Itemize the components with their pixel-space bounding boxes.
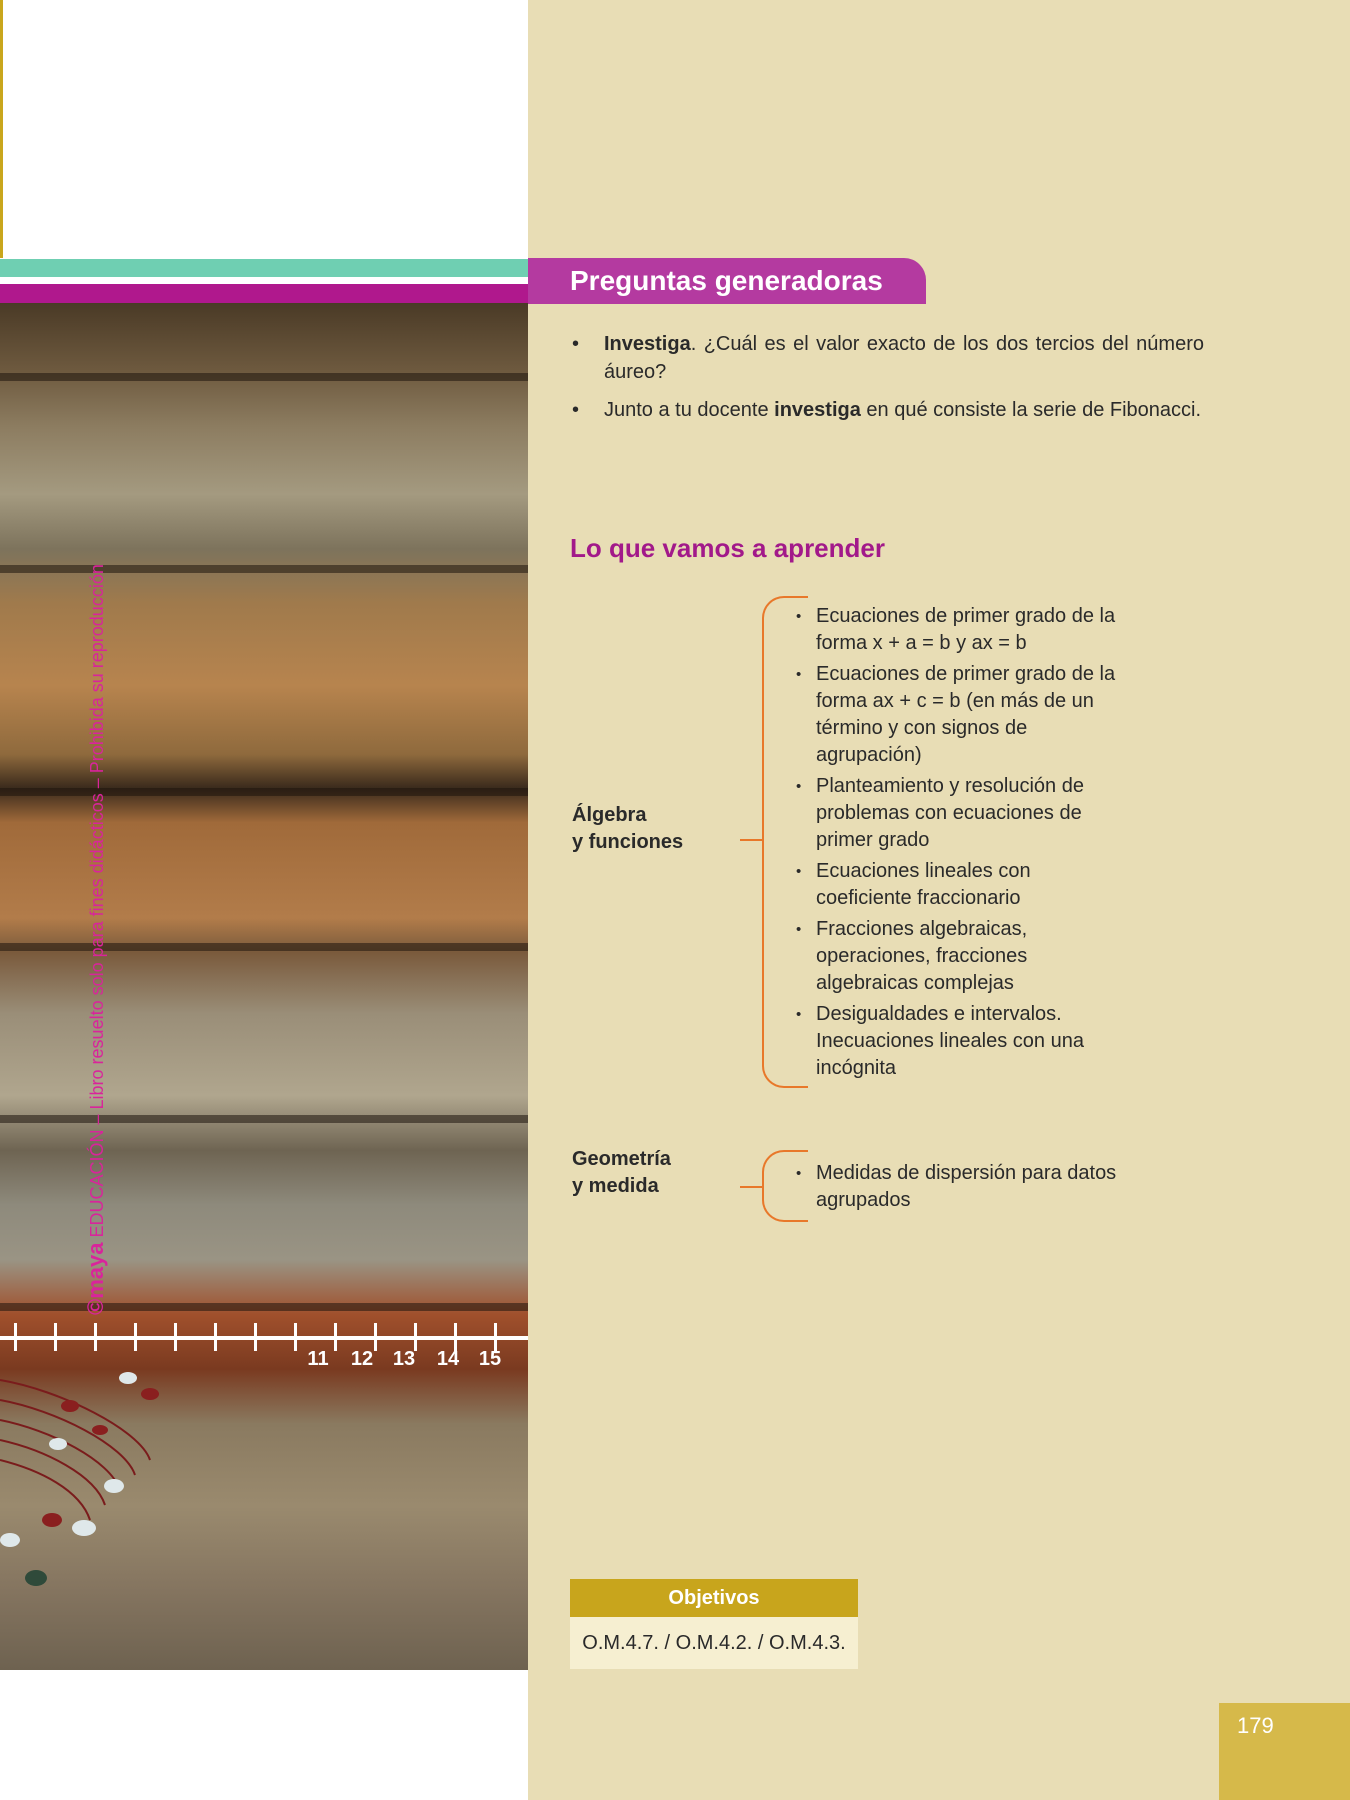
watermark-text: EDUCACIÓN – Libro resuelto solo para fines didácticos – Prohibida su reproducción bbox=[87, 564, 107, 1238]
ruler-tick bbox=[414, 1323, 417, 1351]
question-text: . ¿Cuál es el valor exacto de los dos tercios del número áureo? bbox=[604, 333, 1204, 383]
objetivos-title: Objetivos bbox=[570, 1579, 858, 1617]
ruler-tick bbox=[214, 1323, 217, 1351]
area-label-line: y funciones bbox=[572, 831, 684, 853]
area-label-line: y medida bbox=[572, 1175, 659, 1197]
topic-item: • Ecuaciones lineales con coeficiente fraccionario bbox=[796, 858, 1126, 912]
plank-seam bbox=[0, 1115, 528, 1123]
question-prefix: Junto a tu docente bbox=[604, 399, 775, 421]
ruler-tick bbox=[374, 1323, 377, 1351]
question-keyword: Investiga bbox=[604, 333, 691, 355]
brace-connector bbox=[740, 839, 764, 841]
aprender-title: Lo que vamos a aprender bbox=[570, 533, 885, 563]
topic-item: • Desigualdades e intervalos. Inecuaciones lineales con una incógnita bbox=[796, 1001, 1126, 1082]
preguntas-list bbox=[570, 330, 1204, 434]
ruler-tick bbox=[254, 1323, 257, 1351]
ruler-label: 14 bbox=[436, 1348, 460, 1370]
area-label-algebra bbox=[572, 802, 683, 856]
number-line bbox=[0, 1336, 528, 1340]
ruler-tick bbox=[94, 1323, 97, 1351]
geometria-topics bbox=[796, 1160, 1126, 1218]
ruler-tick bbox=[174, 1323, 177, 1351]
ruler-tick bbox=[54, 1323, 57, 1351]
music-notes-icon bbox=[0, 1370, 170, 1600]
ruler-tick bbox=[334, 1323, 337, 1351]
topic-item: • Planteamiento y resolución de problemas con ecuaciones de primer grado bbox=[796, 773, 1126, 854]
magenta-band bbox=[0, 284, 528, 303]
copyright-watermark bbox=[83, 564, 109, 1315]
preguntas-title: Preguntas generadoras bbox=[528, 258, 926, 304]
topic-item: • Ecuaciones de primer grado de la forma ax + c = b (en más de un término y con signos de agrupación) bbox=[796, 661, 1126, 769]
ruler-label: 12 bbox=[350, 1348, 374, 1370]
page-number: 179 bbox=[1219, 1703, 1350, 1800]
topic-item: • Fracciones algebraicas, operaciones, fracciones algebraicas complejas bbox=[796, 916, 1126, 997]
left-margin-rule bbox=[0, 0, 3, 258]
ruler-label: 13 bbox=[392, 1348, 416, 1370]
ruler-tick bbox=[134, 1323, 137, 1351]
teal-band bbox=[0, 259, 528, 277]
ruler-label: 15 bbox=[478, 1348, 502, 1370]
brace-connector bbox=[740, 1186, 764, 1188]
plank-seam bbox=[0, 1303, 528, 1311]
objetivos-codes: O.M.4.7. / O.M.4.2. / O.M.4.3. bbox=[570, 1617, 858, 1669]
ruler-tick bbox=[294, 1323, 297, 1351]
question-item bbox=[570, 330, 1204, 386]
watermark-brand: ©maya bbox=[83, 1242, 108, 1315]
plank-seam bbox=[0, 788, 528, 796]
algebra-topics bbox=[796, 603, 1126, 1086]
area-label-line: Geometría bbox=[572, 1148, 671, 1170]
plank-seam bbox=[0, 943, 528, 951]
question-keyword: investiga bbox=[774, 399, 861, 421]
topic-item: • Ecuaciones de primer grado de la forma x + a = b y ax = b bbox=[796, 603, 1126, 657]
plank-seam bbox=[0, 565, 528, 573]
topic-item: • Medidas de dispersión para datos agrupados bbox=[796, 1160, 1126, 1214]
ruler-tick bbox=[14, 1323, 17, 1351]
plank-seam bbox=[0, 373, 528, 381]
ruler-tick bbox=[494, 1323, 497, 1351]
ruler-label: 11 bbox=[307, 1348, 329, 1370]
area-label-line: Álgebra bbox=[572, 804, 647, 826]
ruler-tick bbox=[454, 1323, 457, 1351]
question-text: en qué consiste la serie de Fibonacci. bbox=[860, 399, 1202, 421]
question-item bbox=[570, 396, 1204, 424]
area-label-geometria bbox=[572, 1146, 671, 1200]
